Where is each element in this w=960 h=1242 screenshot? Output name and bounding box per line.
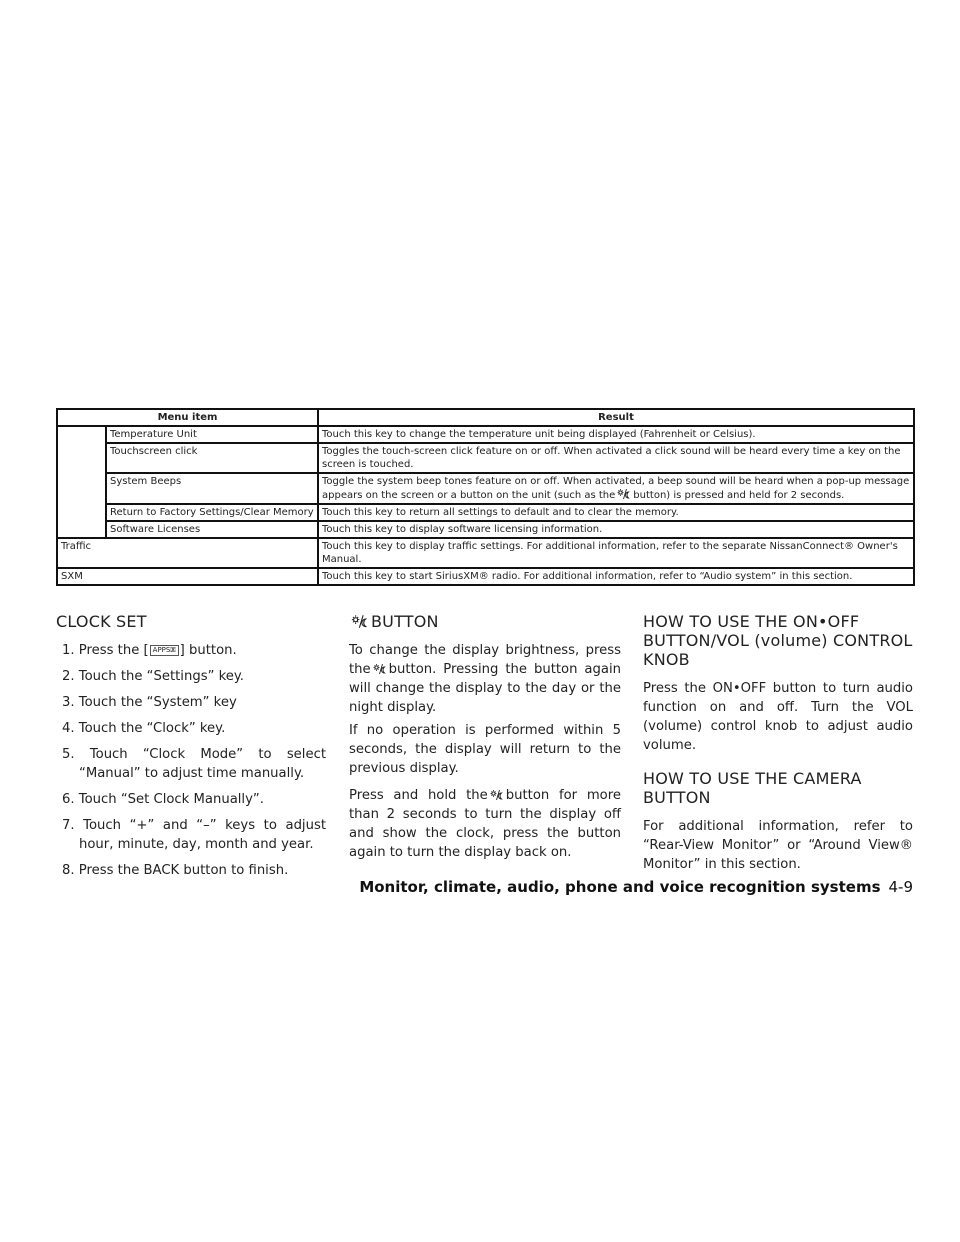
on-off-body: Press the ON•OFF button to turn audio function on and off. Turn the VOL (volume) control knob to adjust audio volume. <box>643 681 913 753</box>
camera-body: For additional information, refer to “Rear-View Monitor” or “Around View® Monitor” in this section. <box>643 819 913 872</box>
table-row <box>57 538 914 568</box>
display-button-section <box>349 612 621 866</box>
row-item: Temperature Unit <box>106 426 318 443</box>
camera-heading: HOW TO USE THE CAMERA BUTTON <box>643 769 862 807</box>
display-button-heading: BUTTON <box>349 612 621 631</box>
sun-moon-icon <box>490 789 504 801</box>
clock-set-steps <box>56 641 326 880</box>
indent-cell <box>57 426 106 538</box>
on-off-heading: HOW TO USE THE ON•OFF BUTTON/VOL (volume) CONTROL KNOB <box>643 612 913 669</box>
sun-moon-icon <box>617 488 631 500</box>
row-item: Traffic <box>57 538 318 568</box>
table-row <box>57 426 914 443</box>
row-item: Return to Factory Settings/Clear Memory <box>106 504 318 521</box>
row-result: Touch this key to display traffic settings. For additional information, refer to the separate NissanConnect® Owner's Manual. <box>318 538 914 568</box>
row-item: SXM <box>57 568 318 585</box>
table-row <box>57 504 914 521</box>
apps-icon: APPS🗷 <box>150 645 179 656</box>
table-row <box>57 473 914 504</box>
row-item: System Beeps <box>106 473 318 504</box>
page-number: 4-9 <box>888 878 913 896</box>
list-item: 2. Touch the “Settings” key. <box>62 669 244 684</box>
table-row <box>57 443 914 473</box>
list-item: 4. Touch the “Clock” key. <box>62 721 226 736</box>
row-item: Software Licenses <box>106 521 318 538</box>
right-column <box>643 612 913 878</box>
row-result: Touch this key to display software licensing information. <box>318 521 914 538</box>
row-result: Touch this key to change the temperature unit being displayed (Fahrenheit or Celsius). <box>318 426 914 443</box>
header-menu-item: Menu item <box>57 409 318 426</box>
row-result: Toggle the system beep tones feature on or off. When activated, a beep sound will be heard when a pop-up message appears on the screen or a button on the unit (such as the button) is pressed and held for 2 seconds. <box>318 473 914 504</box>
list-item: 6. Touch “Set Clock Manually”. <box>62 792 264 807</box>
sun-moon-icon <box>351 614 369 629</box>
menu-settings-table <box>56 408 915 586</box>
table-row <box>57 521 914 538</box>
clock-set-section <box>56 612 326 887</box>
list-item: 8. Press the BACK button to finish. <box>62 863 289 878</box>
footer-section-title: Monitor, climate, audio, phone and voice recognition systems <box>359 878 881 896</box>
row-result: Touch this key to return all settings to default and to clear the memory. <box>318 504 914 521</box>
row-result: Touch this key to start SiriusXM® radio. For additional information, refer to “Audio system” in this section. <box>318 568 914 585</box>
clock-set-heading: CLOCK SET <box>56 612 147 631</box>
list-item: 1. Press the [ APPS🗷 ] button. <box>62 643 237 658</box>
table-row <box>57 568 914 585</box>
display-button-para2: If no operation is performed within 5 seconds, the display will return to the previous display. <box>349 723 621 776</box>
display-button-para3: Press and hold the button for more than 2 seconds to turn the display off and show the clock, press the button again to turn the display back on. <box>349 788 621 860</box>
table-header-row <box>57 409 914 426</box>
row-result: Toggles the touch-screen click feature on or off. When activated a click sound will be heard every time a key on the screen is touched. <box>318 443 914 473</box>
header-result: Result <box>318 409 914 426</box>
page-footer <box>359 878 913 896</box>
sun-moon-icon <box>373 663 387 675</box>
list-item: 3. Touch the “System” key <box>62 695 237 710</box>
list-item: 5. Touch “Clock Mode” to select “Manual” to adjust time manually. <box>62 747 326 781</box>
list-item: 7. Touch “+” and “–” keys to adjust hour, minute, day, month and year. <box>62 818 326 852</box>
row-item: Touchscreen click <box>106 443 318 473</box>
display-button-para1: To change the display brightness, press the button. Pressing the button again will change the display to the day or the night display. <box>349 643 621 715</box>
